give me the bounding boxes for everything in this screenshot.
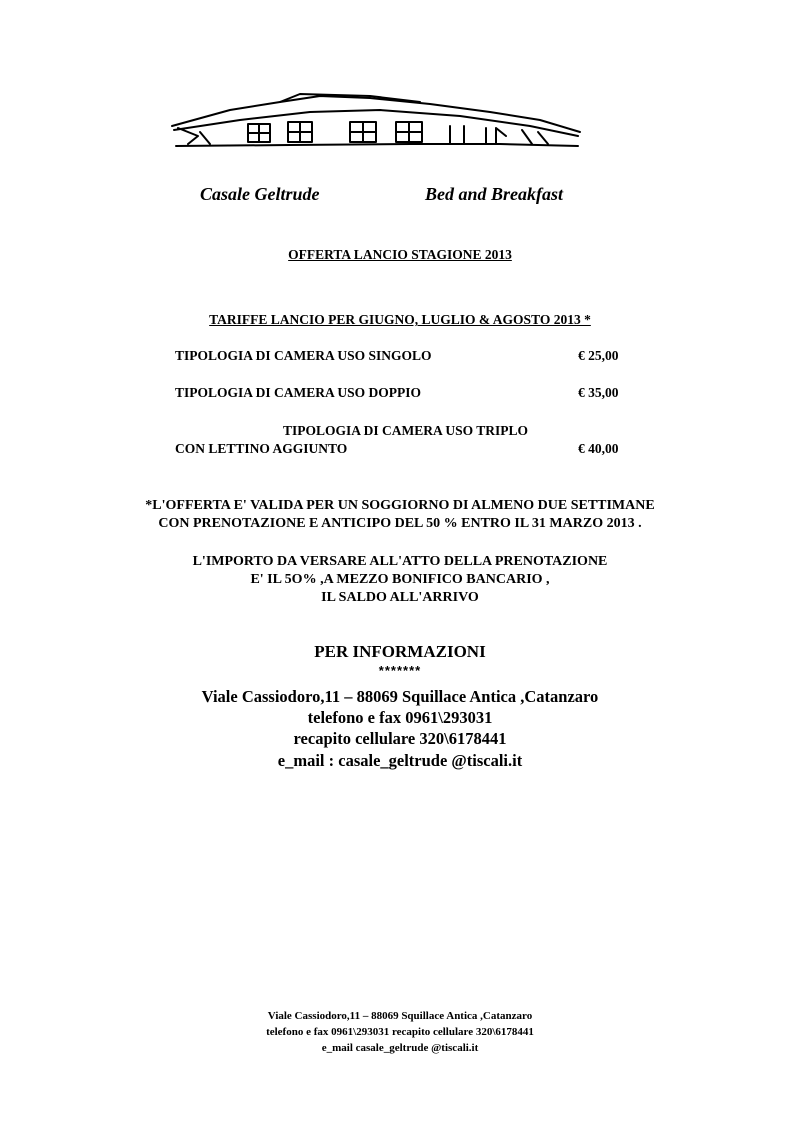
payment-line-2: E' IL 5O% ,A MEZZO BONIFICO BANCARIO , [250,572,550,587]
triple-room-extra-bed: CON LETTINO AGGIUNTO [175,441,348,456]
house-logo-icon [170,92,582,150]
contact-email: e_mail : casale_geltrude @tiscali.it [277,751,523,770]
condition-line-2: CON PRENOTAZIONE E ANTICIPO DEL 50 % ENTRO IL 31 MARZO 2013 . [158,516,642,531]
double-room-price: € 35,00 [578,385,619,400]
double-room-label: TIPOLOGIA DI CAMERA USO DOPPIO [175,385,422,400]
footer-phone: telefono e fax 0961\293031 recapito cellulare 320\6178441 [266,1026,534,1038]
single-room-label: TIPOLOGIA DI CAMERA USO SINGOLO [175,348,432,363]
payment-line-3: IL SALDO ALL'ARRIVO [321,590,479,605]
single-room-price: € 25,00 [578,348,619,363]
contact-address: Viale Cassiodoro,11 – 88069 Squillace Antica ,Catanzaro [201,687,599,706]
offer-title: OFFERTA LANCIO STAGIONE 2013 [288,247,512,262]
payment-line-1: L'IMPORTO DA VERSARE ALL'ATTO DELLA PRENOTAZIONE [192,554,608,569]
condition-line-1: *L'OFFERTA E' VALIDA PER UN SOGGIORNO DI ALMENO DUE SETTIMANE [145,498,655,513]
business-type: Bed and Breakfast [425,184,564,204]
contact-phone: telefono e fax 0961\293031 [307,708,493,727]
tariffs-title: TARIFFE LANCIO PER GIUGNO, LUGLIO & AGOSTO 2013 * [209,312,591,327]
business-name: Casale Geltrude [200,184,320,204]
footer-email: e_mail casale_geltrude @tiscali.it [321,1042,479,1054]
triple-room-label: TIPOLOGIA DI CAMERA USO TRIPLO [283,423,529,438]
info-heading: PER INFORMAZIONI [314,642,486,661]
triple-room-price: € 40,00 [578,441,619,456]
footer-address: Viale Cassiodoro,11 – 88069 Squillace Antica ,Catanzaro [267,1010,533,1022]
info-separator: ******* [378,663,422,678]
contact-mobile: recapito cellulare 320\6178441 [293,729,507,748]
